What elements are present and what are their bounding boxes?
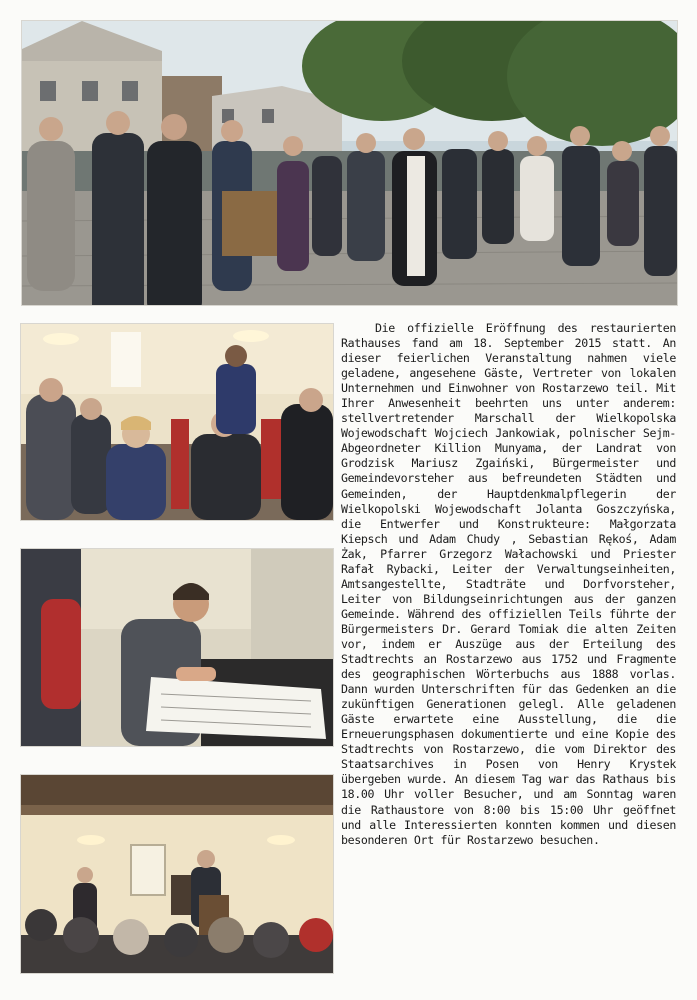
photo-outdoor-ceremony — [21, 20, 678, 306]
article-paragraph: Die offizielle Eröffnung des restaurierten Rathauses fand am 18. September 2015 statt. An dieser feierlichen Veranstaltung nahmen viele geladene, angesehene Gäste, Vertreter von lokalen Unternehmen und Einwohner von Rostarzewo teil. Mit Ihrer Anwesenheit beehrten uns unter anderem: stellvertretender Marschall der Wielkopolska Wojewodschaft Wojciech Jankowiak, polnischer Sejm-Abgeordneter Killion Munyama, der Landrat von Grodzisk Mariusz Zgaiński, Bürgermeister und Gemeindevorsteher aus befreundeten Städten und Gemeinden, der Hauptdenkmalpflegerin der Wielkopolski Wojewodschaft Jolanta Goszczyńska, die Entwerfer und Konstrukteure: Małgorzata Kiepsch und Adam Chudy , Sebastian Rękoś, Adam Żak, Pfarrer Grzegorz Wałachowski und Priester Rafał Rybacki, Leiter der Verwaltungseinheiten, Amtsangestellte, Stadträte und Dorfvorsteher, Leiter von Bildungseinrichtungen aus der ganzen Gemeinde. Während des offiziellen Teils führte der Bürgermeisters Dr. Gerard Tomiak die alten Zeiten vor, indem er Auszüge aus der Erteilung des Stadtrechts an Rostarzewo aus 1752 und Fragmente des geographischen Wörterbuchs aus 1888 vorlas. Dann wurden Unterschriften für das Gedenken an die zukünftigen Generationen gelegl. Alle geladenen Gäste erwartete eine Ausstellung, die die Erneuerungsphasen dokumentierte und eine Kopie des Stadtrechts von Rostarzewo, die vom Direktor des Staatsarchives in Posen von Henry Krystek übergeben wurde. An diesem Tag war das Rathaus bis 18.00 Uhr voller Besucher, und am Sonntag waren die Rathaustore von 8:00 bis 15:00 Uhr geöffnet und alle Interessierten konnten kommen und diesen besonderen Ort für Rostarzewo besuchen. — [341, 321, 676, 847]
photo-speaker-hall — [20, 774, 334, 974]
article-text — [341, 321, 676, 848]
photo-signing-document — [20, 548, 334, 747]
photo-seated-audience — [20, 323, 334, 521]
